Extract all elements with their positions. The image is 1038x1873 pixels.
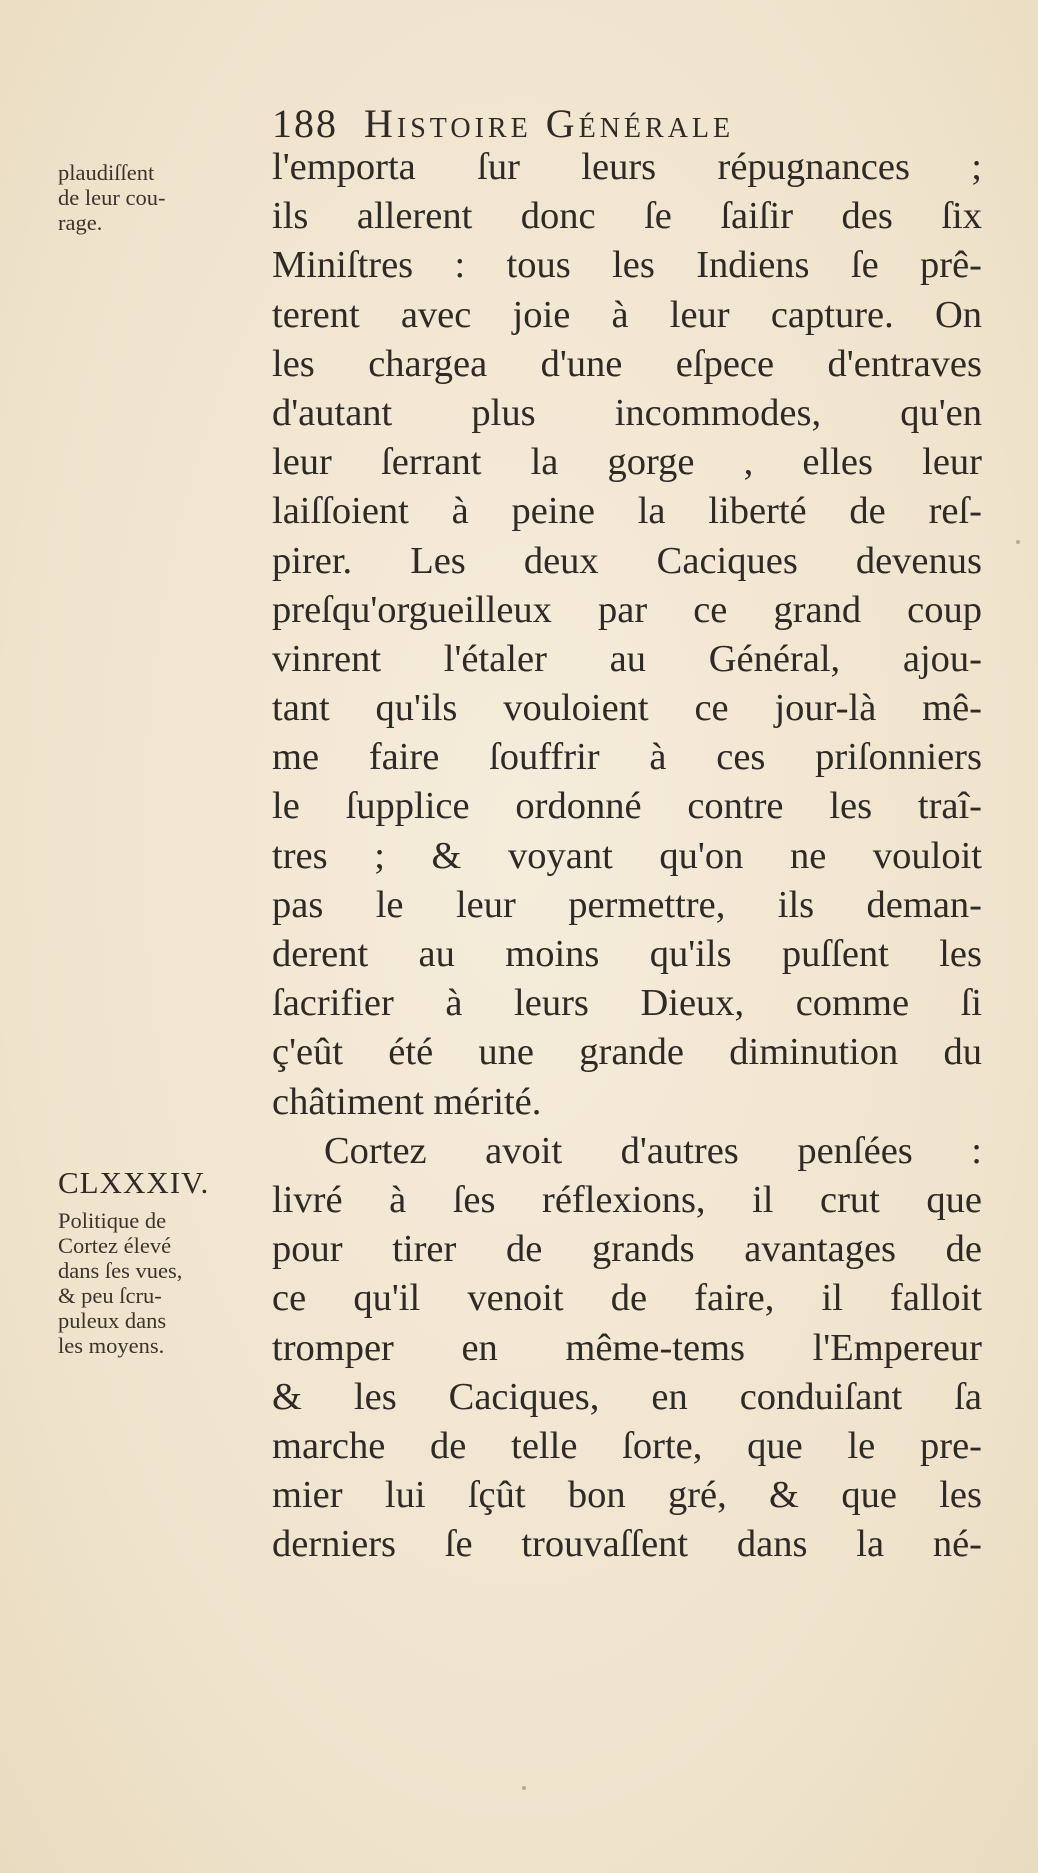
body-line: ils allerent donc ſe ſaiſir des ſix [272,195,982,238]
body-line: marche de telle ſorte, que le pre- [272,1424,982,1467]
margin-note-line: de leur cou- [58,185,166,210]
body-line: mier lui ſçût bon gré, & que les [272,1474,982,1517]
margin-note-top [58,160,268,235]
margin-note-middle [58,1208,268,1358]
paper-speck [1016,540,1020,544]
body-line: l'emporta ſur leurs répugnances ; [272,146,982,188]
body-line: leur ſerrant la gorge , elles leur [272,441,982,484]
margin-note-line: dans ſes vues, [58,1258,183,1283]
running-header [272,100,972,147]
body-line: me faire ſouffrir à ces priſonniers [272,736,982,779]
margin-note-line: puleux dans [58,1308,167,1333]
body-line: pour tirer de grands avantages de [272,1228,982,1271]
body-line: pirer. Les deux Caciques devenus [272,539,982,582]
paper-speck [522,1786,526,1790]
body-line: le ſupplice ordonné contre les traî- [272,785,982,828]
body-line: preſqu'orgueilleux par ce grand coup [272,588,982,631]
body-line: ſacrifier à leurs Dieux, comme ſi [272,982,982,1025]
body-line: tres ; & voyant qu'on ne vouloit [272,834,982,877]
body-line: d'autant plus incommodes, qu'en [272,391,982,434]
body-line: tant qu'ils vouloient ce jour-là mê- [272,687,982,730]
body-line: livré à ſes réflexions, il crut que [272,1178,982,1221]
body-line: les chargea d'une eſpece d'entraves [272,342,982,385]
margin-note-line: & peu ſcru- [58,1283,162,1308]
section-number: CLXXXIV. [58,1165,210,1200]
margin-note-line: Cortez élevé [58,1233,172,1258]
body-line: & les Caciques, en conduiſant ſa [272,1375,982,1418]
margin-note-line: Politique de [58,1208,167,1233]
page-number: 188 [272,101,338,146]
body-text [272,143,982,1569]
margin-note-line: rage. [58,210,103,235]
body-line: derniers ſe trouvaſſent dans la né- [272,1523,982,1566]
margin-note-line: plaudiſſent [58,160,155,185]
margin-note-line: les moyens. [58,1333,165,1358]
body-line: ç'eût été une grande diminution du [272,1031,982,1074]
body-line: terent avec joie à leur capture. On [272,293,982,336]
running-title: Histoire Générale [364,101,735,146]
body-line: vinrent l'étaler au Général, ajou- [272,637,982,680]
body-line: ce qu'il venoit de faire, il falloit [272,1277,982,1320]
body-line: laiſſoient à peine la liberté de reſ- [272,490,982,533]
body-line: châtiment mérité. [272,1080,542,1123]
body-line: derent au moins qu'ils puſſent les [272,933,982,975]
body-line: Cortez avoit d'autres penſées : [324,1129,982,1172]
body-line: pas le leur permettre, ils deman- [272,883,982,926]
body-line: tromper en même-tems l'Empereur [272,1326,982,1369]
body-line: Miniſtres : tous les Indiens ſe prê- [272,244,982,287]
